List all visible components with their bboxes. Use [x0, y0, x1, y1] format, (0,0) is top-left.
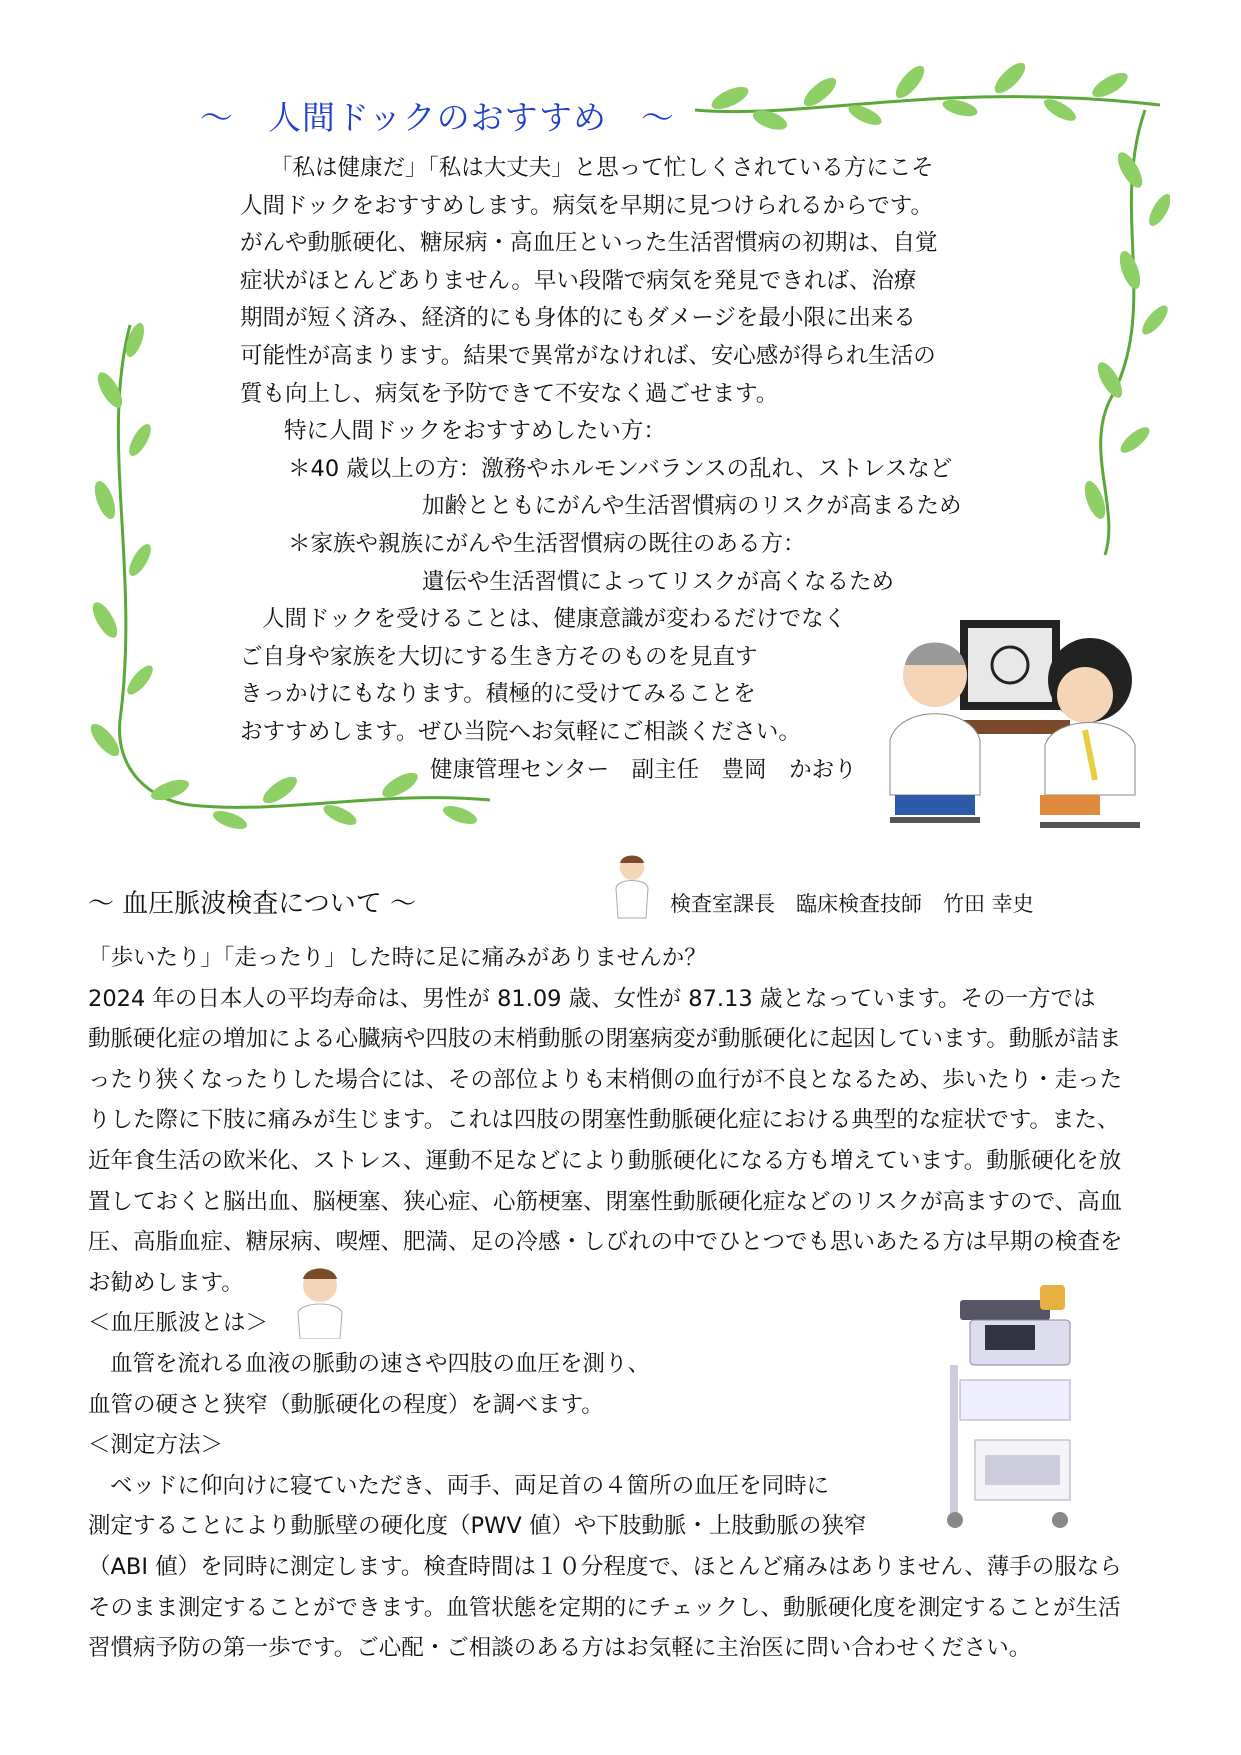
section1-body [240, 150, 1020, 789]
section1-line: 人間ドックを受けることは、健康意識が変わるだけでなく [262, 606, 847, 633]
section2-line: そのまま測定することができます。血管状態を定期的にチェックし、動脈硬化度を測定することが生活 [88, 1594, 1121, 1621]
section2-line: りした際に下肢に痛みが生じます。これは四肢の閉塞性動脈硬化症における典型的な症状です。また、 [88, 1107, 1120, 1134]
section2-line: 血管の硬さと狭窄（動脈硬化の程度）を調べます。 [88, 1391, 604, 1418]
section2-staff: 検査室課長 臨床検査技師 竹田 幸史 [670, 892, 1034, 916]
recommend-heading: 特に人間ドックをおすすめしたい方： [284, 418, 666, 445]
section1-line: 可能性が高まります。結果で異常がなければ、安心感が得られ生活の [240, 342, 936, 369]
section2-line: 動脈硬化症の増加による心臓病や四肢の末梢動脈の閉塞病変が動脈硬化に起因しています。動脈が詰ま [88, 1026, 1122, 1053]
section1-line: 症状がほとんどありません。早い段階で病気を発見できれば、治療 [240, 267, 917, 294]
section2-line: お勧めします。 [88, 1269, 244, 1296]
section2-body [88, 938, 1168, 1669]
recommend-item-1-detail: 加齢とともにがんや生活習慣病のリスクが高まるため [422, 493, 962, 520]
section1-line: ご自身や家族を大切にする生き方そのものを見直す [240, 643, 758, 670]
staff-avatar-icon [612, 853, 652, 923]
section2-line: 置しておくと脳出血、脳梗塞、狭心症、心筋梗塞、閉塞性動脈硬化症などのリスクが高ますので、高血 [88, 1188, 1123, 1215]
section2-line: 血管を流れる血液の脈動の速さや四肢の血圧を測り、 [110, 1350, 651, 1377]
section2-line: （ABI 値）を同時に測定します。検査時間は１０分程度で、ほとんど痛みはありません、薄手の服なら [88, 1553, 1122, 1580]
section2-line: ったり狭くなったりした場合には、その部位よりも末梢側の血行が不良となるため、歩いたり・走った [88, 1066, 1123, 1093]
subheading-about: ＜血圧脈波とは＞ [88, 1310, 269, 1337]
section1-signature: 健康管理センター 副主任 豊岡 かおり [430, 756, 857, 783]
section2-line: 測定することにより動脈壁の硬化度（PWV 値）や下肢動脈・上肢動脈の狭窄 [88, 1513, 867, 1540]
section2-line: 圧、高脂血症、糖尿病、喫煙、肥満、足の冷感・しびれの中でひとつでも思いあたる方は早期の検査を [88, 1229, 1123, 1256]
recommend-item-2-detail: 遺伝や生活習慣によってリスクが高くなるため [422, 568, 895, 595]
section1-line: 質も向上し、病気を予防できて不安なく過ごせます。 [240, 380, 779, 407]
recommend-item-1: ＊40 歳以上の方：激務やホルモンバランスの乱れ、ストレスなど [288, 455, 953, 482]
section2-line: 2024 年の日本人の平均寿命は、男性が 81.09 歳、女性が 87.13 歳となっています。その一方では [88, 985, 1096, 1012]
recommend-item-2: ＊家族や親族にがんや生活習慣病の既往のある方： [288, 530, 806, 557]
section1-line: がんや動脈硬化、糖尿病・高血圧といった生活習慣病の初期は、自覚 [240, 230, 938, 257]
section1-line: おすすめします。ぜひ当院へお気軽にご相談ください。 [240, 718, 801, 745]
section1-line: 「私は健康だ」「私は大丈夫」と思って忙しくされている方にこそ [270, 155, 934, 181]
section2-line: 習慣病予防の第一歩です。ご心配・ご相談のある方はお気軽に主治医に問い合わせください。 [88, 1635, 1032, 1662]
section2-title: ～ 血圧脈波検査について ～ [88, 889, 417, 919]
section2-line: 「歩いたり」「走ったり」した時に足に痛みがありませんか？ [88, 945, 707, 971]
section1-line: 人間ドックをおすすめします。病気を早期に見つけられるからです。 [240, 192, 934, 219]
section1-line: 期間が短く済み、経済的にも身体的にもダメージを最小限に出来る [240, 305, 916, 332]
section1-line: きっかけにもなります。積極的に受けてみることを [240, 681, 756, 708]
section1-title: ～ 人間ドックのおすすめ ～ [200, 98, 676, 137]
subheading-method: ＜測定方法＞ [88, 1432, 224, 1459]
section2-line: ベッドに仰向けに寝ていただき、両手、両足首の４箇所の血圧を同時に [110, 1472, 830, 1499]
section2-line: 近年食生活の欧米化、ストレス、運動不足などにより動脈硬化になる方も増えています。動脈硬化を放 [88, 1147, 1122, 1174]
